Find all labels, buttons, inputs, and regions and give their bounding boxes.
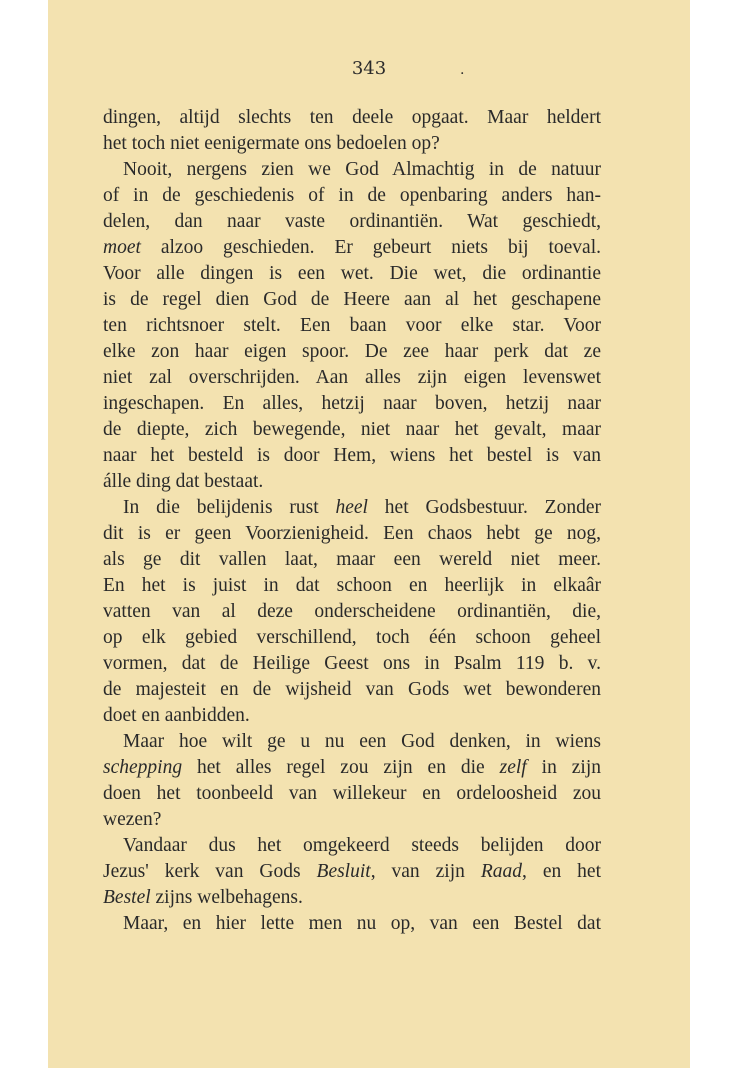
text-segment: de majesteit en de wijsheid van Gods wet bewonderen [103,679,601,700]
text-line [103,417,601,443]
text-segment: Vandaar dus het omgekeerd steeds belijden door [123,835,601,856]
text-segment: het alles regel zou zijn en die [182,757,500,778]
text-segment: elke zon haar eigen spoor. De zee haar perk dat ze [103,341,601,362]
text-segment: zijns welbehagens. [150,887,303,908]
text-segment: of in de geschiedenis of in de openbaring anders han- [103,185,601,206]
text-line [103,833,601,859]
text-segment: álle ding dat bestaat. [103,471,264,492]
body-text [103,105,601,937]
text-line [103,521,601,547]
text-segment: vormen, dat de Heilige Geest ons in Psalm 119 b. v. [103,653,601,674]
text-segment: doet en aanbidden. [103,705,250,726]
text-segment: het toch niet eenigermate ons bedoelen op? [103,133,440,154]
text-line [103,651,601,677]
text-segment: Voor alle dingen is een wet. Die wet, die ordinantie [103,263,601,284]
text-segment: , van zijn [370,861,481,882]
text-line [103,547,601,573]
text-segment: dit is er geen Voorzienigheid. Een chaos hebt ge nog, [103,523,601,544]
text-line [103,183,601,209]
text-segment: niet zal overschrijden. Aan alles zijn eigen levenswet [103,367,601,388]
text-line [103,209,601,235]
text-line [103,131,601,157]
text-line [103,469,601,495]
text-segment: ten richtsnoer stelt. Een baan voor elke star. Voor [103,315,601,336]
text-line [103,157,601,183]
text-segment: , en het [522,861,601,882]
text-segment: naar het besteld is door Hem, wiens het bestel is van [103,445,601,466]
italic-text: Besluit [316,861,371,882]
text-line [103,573,601,599]
text-segment: op elk gebied verschillend, toch één schoon geheel [103,627,601,648]
text-segment: Nooit, nergens zien we God Almachtig in de natuur [123,159,601,180]
book-page [48,0,690,1068]
text-line [103,235,601,261]
text-line [103,703,601,729]
text-segment: de diepte, zich bewegende, niet naar het gevalt, maar [103,419,601,440]
text-line [103,261,601,287]
text-line [103,339,601,365]
text-line [103,287,601,313]
italic-text: zelf [499,757,527,778]
italic-text: schepping [103,757,183,778]
text-segment: Maar hoe wilt ge u nu een God denken, in wiens [123,731,601,752]
italic-text: heel [335,497,368,518]
text-line [103,729,601,755]
text-line [103,391,601,417]
italic-text: Bestel [103,887,151,908]
text-line [103,105,601,131]
text-segment: ingeschapen. En alles, hetzij naar boven, hetzij naar [103,393,601,414]
text-line [103,911,601,937]
text-line [103,313,601,339]
text-line [103,495,601,521]
text-line [103,443,601,469]
text-segment: in zijn [526,757,601,778]
page-mark: . [460,62,465,78]
text-segment: doen het toonbeeld van willekeur en ordeloosheid zou [103,783,601,804]
text-segment: delen, dan naar vaste ordinantiën. Wat geschiedt, [103,211,601,232]
text-segment: Jezus' kerk van Gods [103,861,317,882]
text-line [103,625,601,651]
italic-text: moet [103,237,141,258]
page-number: 343 [351,58,387,79]
text-segment: wezen? [103,809,162,830]
text-segment: het Godsbestuur. Zonder [367,497,601,518]
text-line [103,365,601,391]
text-segment: In die belijdenis rust [123,497,336,518]
text-segment: En het is juist in dat schoon en heerlijk in elkaâr [103,575,601,596]
italic-text: Raad [480,861,522,882]
text-segment: is de regel dien God de Heere aan al het geschapene [103,289,601,310]
text-line [103,677,601,703]
text-line [103,859,601,885]
text-segment: alzoo geschieden. Er gebeurt niets bij toeval. [140,237,601,258]
text-segment: dingen, altijd slechts ten deele opgaat. Maar heldert [103,107,601,128]
text-line [103,885,601,911]
text-segment: Maar, en hier lette men nu op, van een Bestel dat [123,913,601,934]
text-line [103,807,601,833]
text-segment: vatten van al deze onderscheidene ordinantiën, die, [103,601,601,622]
text-line [103,755,601,781]
text-segment: als ge dit vallen laat, maar een wereld niet meer. [103,549,601,570]
text-line [103,781,601,807]
text-line [103,599,601,625]
